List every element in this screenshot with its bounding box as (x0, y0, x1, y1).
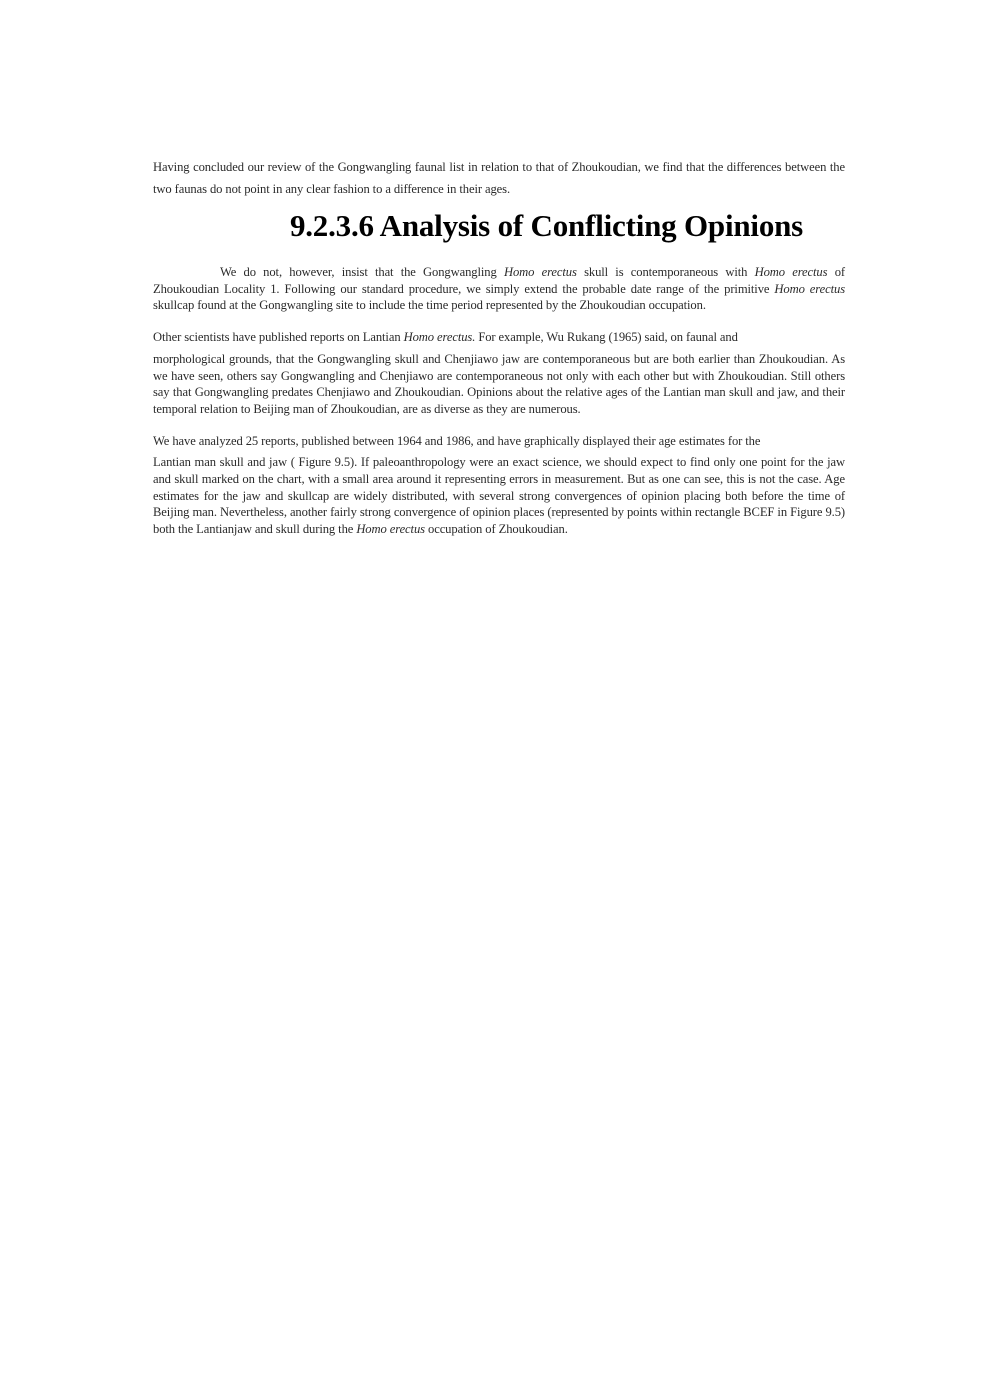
italic-term: Homo erectus (774, 281, 845, 296)
text-run: morphological grounds, that the Gongwangling skull and Chenjiawo jaw are contemporaneous but are both earlier than Zhoukoudian. As we have seen, others say Gongwangling and Chenjiawo are contemporaneous not only with each other but with Zhoukoudian. Still others say that Gongwangling predates Chenjiawo and Zhoukoudian. Opinions about the relative ages of the Lantian man skull and jaw, and their temporal relation to Beijing man of Zhoukoudian, are as diverse as they are numerous. (153, 351, 845, 416)
text-run: Lantian man skull and jaw ( Figure 9.5). If paleoanthropology were an exact science, we should expect to find only one point for the jaw and skull marked on the chart, with a small area around it representing errors in measurement. But as one can see, this is not the case. Age estimates for the jaw and skullcap are widely distributed, with several strong convergences of opinion placing both before the time of Beijing man. Nevertheless, another fairly strong convergence of opinion places (represented by points within rectangle BCEF in Figure 9.5) both the Lantianjaw and skull during the (153, 455, 845, 537)
text-run: For example, Wu Rukang (1965) said, on faunal and (475, 330, 738, 345)
first-line: We have analyzed 25 reports, published between 1964 and 1986, and have graphically displayed their age estimates for the (153, 433, 761, 448)
paragraph-analysis (153, 433, 845, 538)
first-line (153, 329, 845, 346)
text-run: We do not, however, insist that the Gongwangling (220, 265, 504, 279)
paragraph-insist (153, 264, 845, 314)
text-run: of Zhoukoudian Locality 1. Following our standard procedure, we simply extend the probable date range of the primitive (153, 265, 845, 296)
text-run: Other scientists have published reports on Lantian (153, 330, 404, 345)
italic-term: Homo erectus (503, 265, 577, 279)
document-page (153, 156, 845, 538)
section-heading: 9.2.3.6 Analysis of Conflicting Opinions (289, 208, 804, 243)
text-run: skull is contemporaneous with (576, 265, 755, 279)
italic-term: Homo erectus (754, 265, 828, 279)
italic-term: Homo erectus. (403, 330, 476, 345)
paragraph-other-scientists (153, 329, 845, 418)
italic-term: Homo erectus (356, 522, 425, 537)
text-run: occupation of Zhoukoudian. (424, 522, 568, 537)
intro-paragraph: Having concluded our review of the Gongwangling faunal list in relation to that of Zhoukoudian, we find that the differences between the two faunas do not point in any clear fashion to a difference in their ages. (153, 160, 845, 196)
text-run: skullcap found at the Gongwangling site to include the time period represented by the Zhoukoudian occupation. (153, 298, 706, 313)
